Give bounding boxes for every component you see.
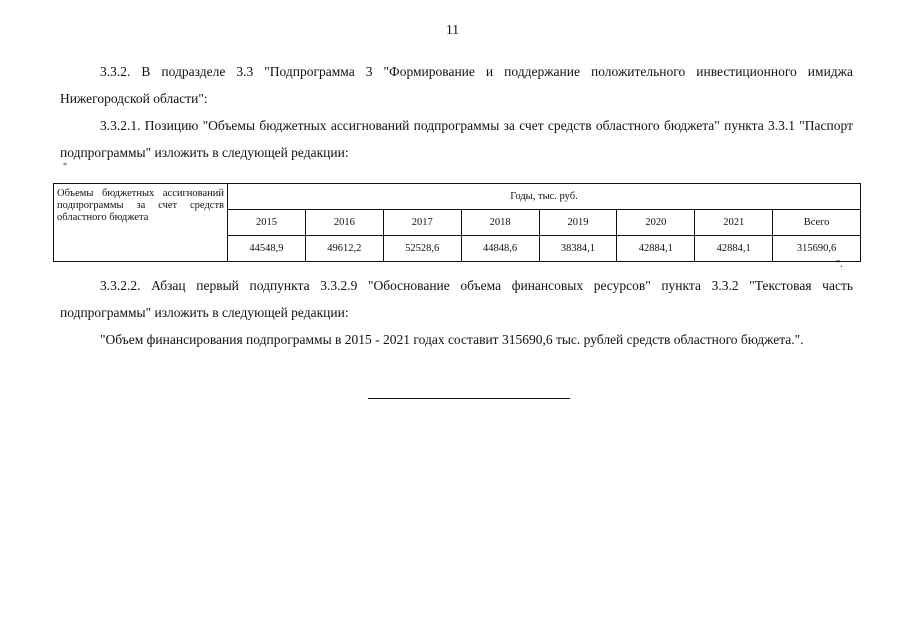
table-cell: 44548,9 [228,236,306,262]
paragraph-3-3-2-1: 3.3.2.1. Позицию "Объемы бюджетных ассигнований подпрограммы за счет средств областного бюджета" пункта 3.3.1 "Паспорт подпрограммы" изложить в следующей редакции: [60,118,853,160]
table-group-header: Годы, тыс. руб. [228,184,861,210]
paragraph-3-3-2: 3.3.2. В подразделе 3.3 "Подпрограмма 3 "Формирование и поддержание положительного инвестиционного имиджа Нижегородской области": [60,64,853,106]
table-column-header: 2020 [617,210,695,236]
paragraph-quote-financing: "Объем финансирования подпрограммы в 2015 - 2021 годах составит 315690,6 тыс. рублей средств областного бюджета.". [100,332,804,347]
table-column-header: 2016 [305,210,383,236]
page-number: 11 [446,22,459,37]
paragraph-3-3-2-2: 3.3.2.2. Абзац первый подпункта 3.3.2.9 "Обоснование объема финансовых ресурсов" пункта 3.3.2 "Текстовая часть подпрограммы" изложить в следующей редакции: [60,278,853,320]
table-cell: 42884,1 [695,236,773,262]
table-cell: 49612,2 [305,236,383,262]
table-cell: 42884,1 [617,236,695,262]
closing-quote: ". [836,259,843,270]
budget-table [53,183,861,262]
table-column-header: 2021 [695,210,773,236]
table-column-header: 2018 [461,210,539,236]
table-cell: 38384,1 [539,236,617,262]
table-header-row [54,184,861,210]
table-column-header: 2015 [228,210,306,236]
table-row-header: Объемы бюджетных ассигнований подпрограммы за счет средств областного бюджета [54,184,228,262]
table-column-header: 2017 [383,210,461,236]
table-cell: 52528,6 [383,236,461,262]
table-column-header: Всего [773,210,861,236]
table-column-header: 2019 [539,210,617,236]
opening-quote: " [63,162,68,173]
table-cell: 315690,6 [773,236,861,262]
table-cell: 44848,6 [461,236,539,262]
end-divider [368,398,570,399]
